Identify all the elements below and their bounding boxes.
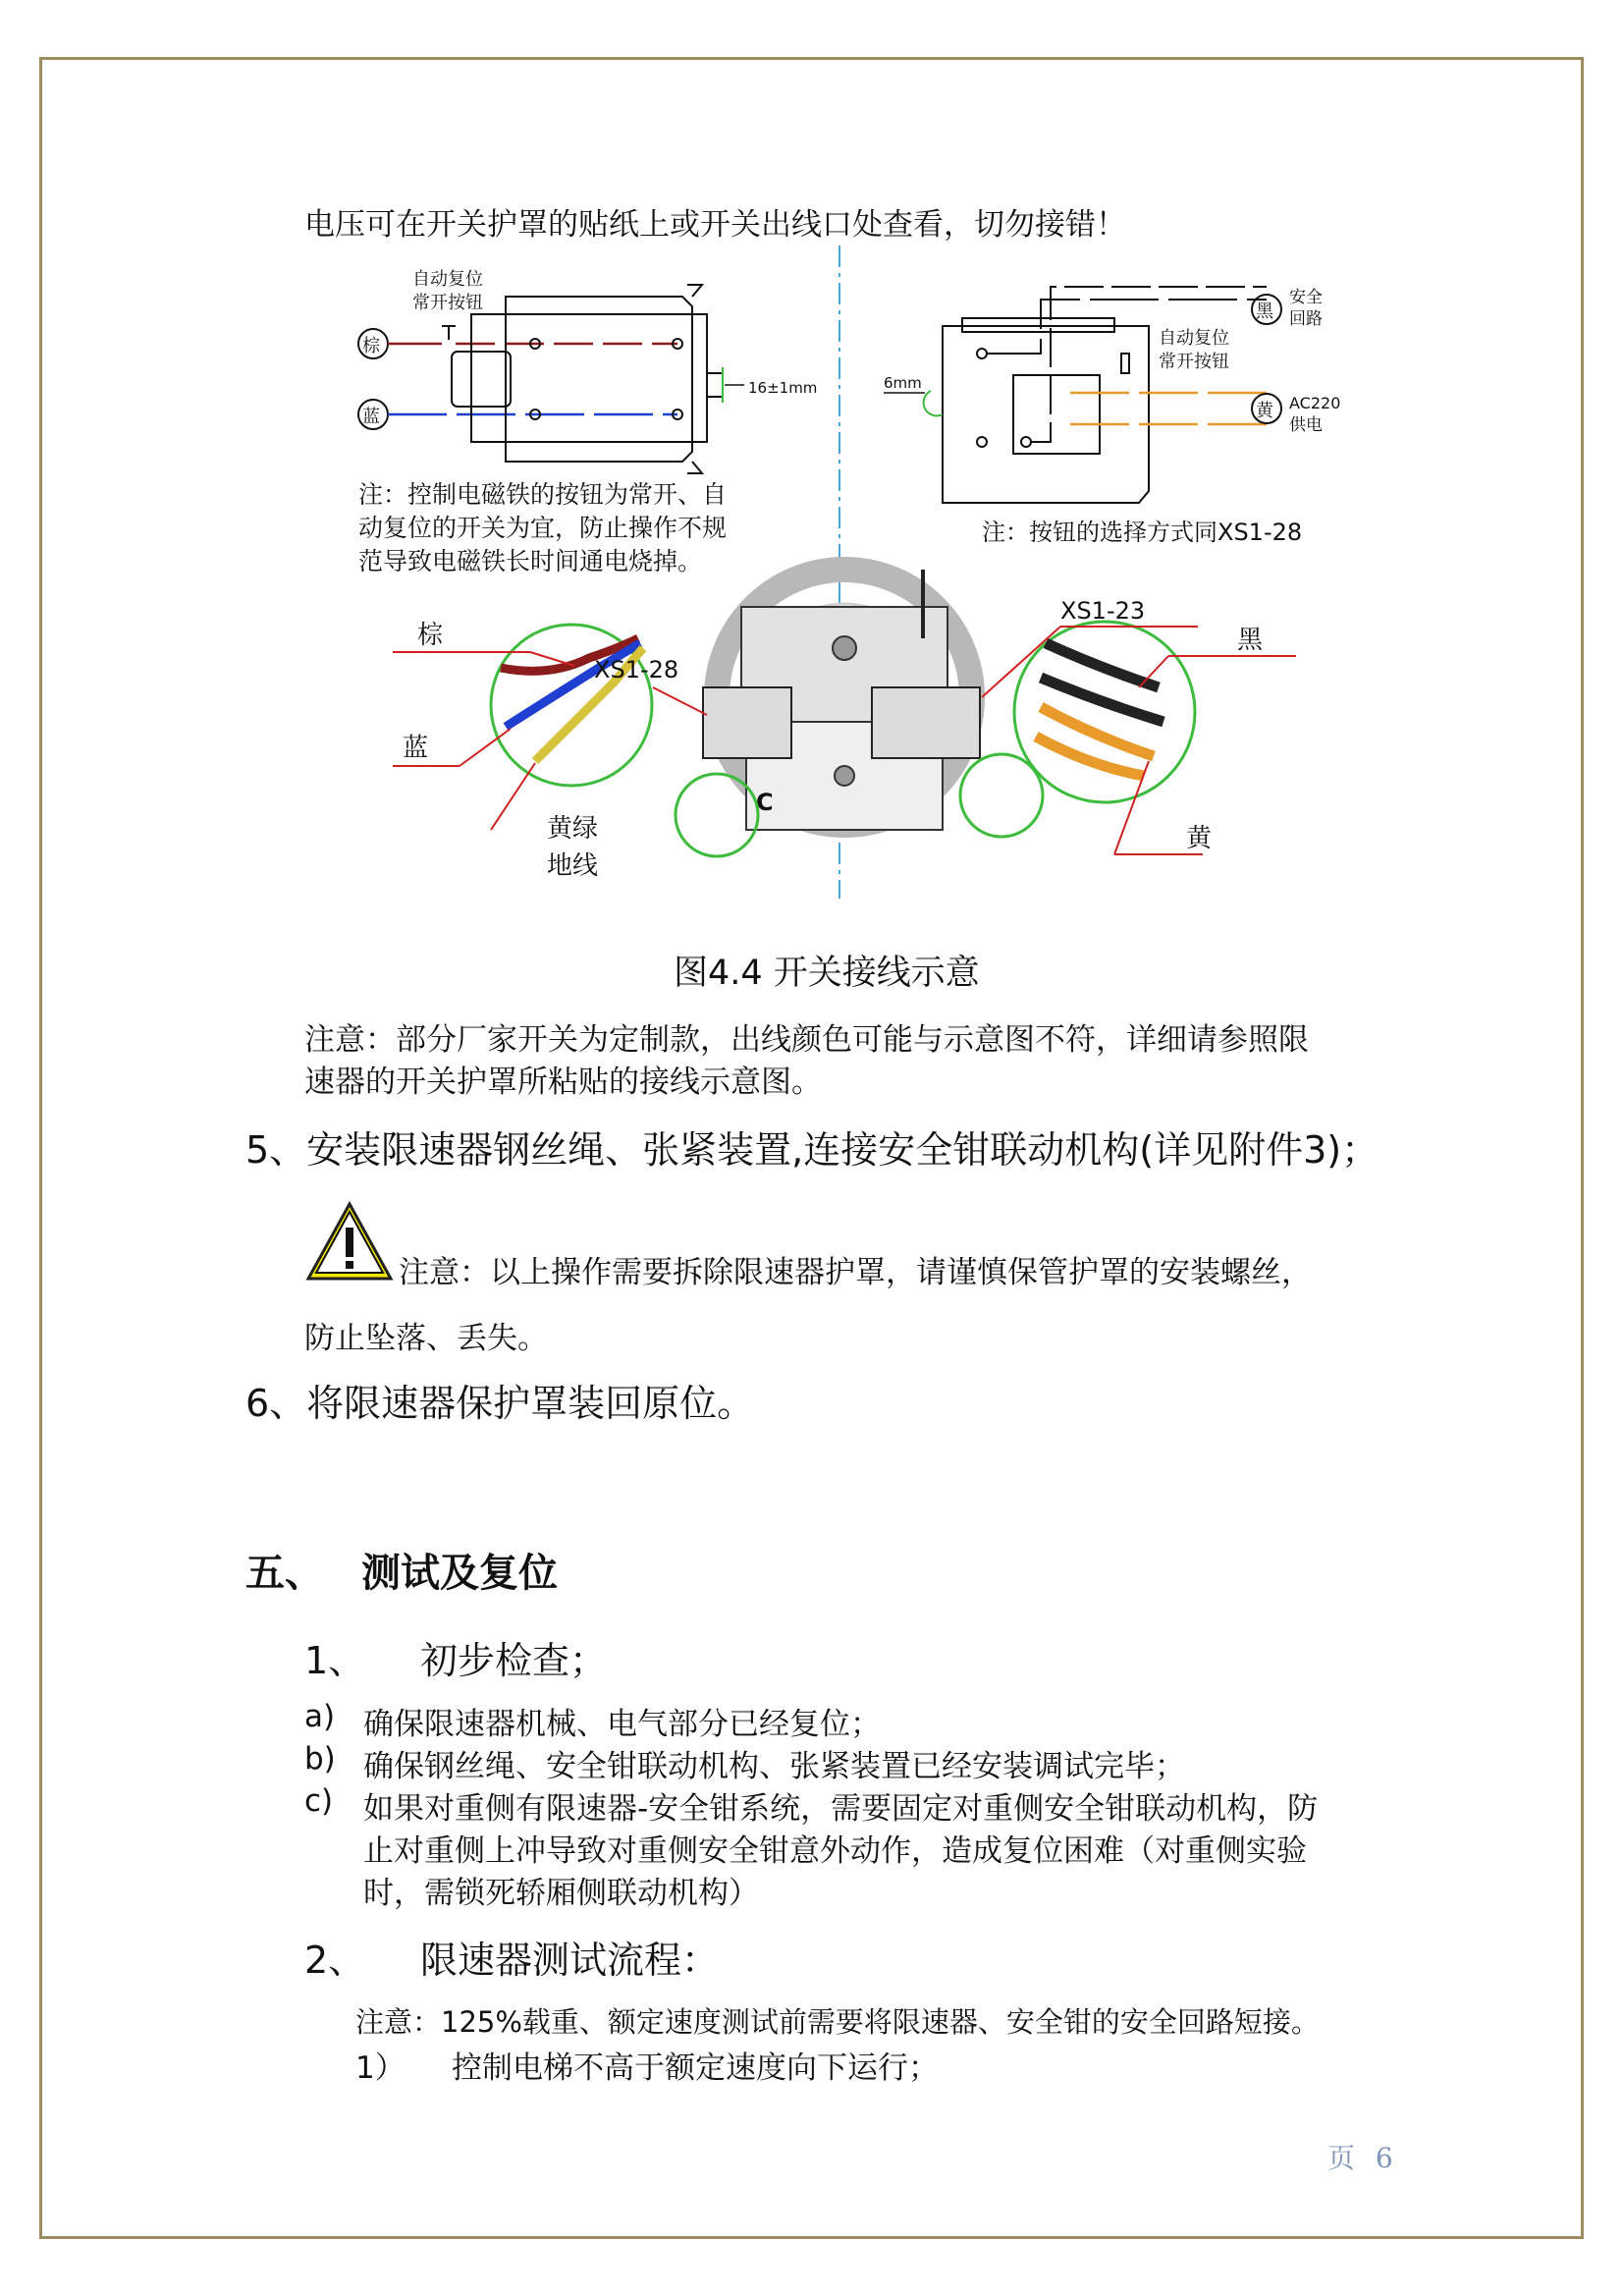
check-item-c-text-line-1: 如果对重侧有限速器-安全钳系统，需要固定对重侧安全钳联动机构，防 — [363, 1791, 1319, 1827]
figure-caption: 图4.4 开关接线示意 — [674, 954, 980, 993]
warning-text-line-1: 注意：以上操作需要拆除限速器护罩，请谨慎保管护罩的安装螺丝， — [399, 1255, 1312, 1290]
right-note: 注：按钮的选择方式同XS1-28 — [982, 519, 1303, 546]
left-button-label-2: 常开按钮 — [412, 293, 483, 313]
test-step-1-number: 1） — [355, 2050, 406, 2086]
step-6: 6、将限速器保护罩装回原位。 — [245, 1382, 755, 1425]
right-wire-yellow-label: 黄 — [1256, 401, 1273, 421]
page-number-value: 6 — [1375, 2142, 1393, 2174]
left-wire-blue-label: 蓝 — [362, 407, 380, 427]
photo-ground-label-2: 地线 — [547, 851, 599, 881]
left-switch-drawing — [358, 269, 817, 473]
section-5-number: 五、 — [245, 1551, 324, 1596]
check-item-a-marker: a) — [304, 1699, 336, 1734]
check-item-b-text: 确保钢丝绳、安全钳联动机构、张紧装置已经安装调试完毕； — [363, 1749, 1185, 1784]
check-item-c-text-line-3: 时，需锁死轿厢侧联动机构） — [363, 1876, 759, 1911]
check-item-a-text: 确保限速器机械、电气部分已经复位； — [363, 1707, 881, 1742]
check-item-c-marker: c) — [304, 1783, 334, 1819]
photo-brown-label: 棕 — [417, 621, 444, 650]
left-wire-brown-label: 棕 — [362, 336, 380, 356]
left-button-label-1: 自动复位 — [412, 269, 483, 290]
check-item-c-text-line-2: 止对重侧上冲导致对重侧安全钳意外动作，造成复位困难（对重侧实验 — [363, 1833, 1307, 1869]
test-step-1-text: 控制电梯不高于额定速度向下运行； — [452, 2050, 939, 2086]
safety-loop-label-1: 安全 — [1289, 288, 1323, 307]
photo-blue-label: 蓝 — [403, 734, 429, 763]
page-number — [1327, 2137, 1393, 2176]
test-note: 注意：125%载重、额定速度测试前需要将限速器、安全钳的安全回路短接。 — [355, 2005, 1320, 2039]
subsection-1-title: 初步检查； — [420, 1639, 608, 1682]
warning-icon — [304, 1200, 395, 1283]
intro-line: 电压可在开关护罩的贴纸上或开关出线口处查看，切勿接错！ — [304, 207, 1126, 243]
photo-yellow-label: 黄 — [1186, 824, 1213, 853]
left-note-line-3: 范导致电磁铁长时间通电烧掉。 — [358, 547, 703, 575]
photo-black-label: 黑 — [1237, 626, 1264, 655]
warning-text-line-2: 防止坠落、丢失。 — [304, 1321, 548, 1356]
photo-xs123-label: XS1-23 — [1060, 597, 1146, 625]
subsection-2-number: 2、 — [304, 1939, 366, 1982]
section-5-title: 测试及复位 — [361, 1551, 558, 1596]
right-dimension-label: 6mm — [884, 374, 922, 392]
photo-c-label: C — [756, 789, 774, 816]
left-note-line-1: 注：控制电磁铁的按钮为常开、自 — [358, 480, 728, 509]
switch-photo-illustration — [703, 570, 980, 830]
left-note-line-2: 动复位的开关为宜，防止操作不规 — [358, 514, 728, 542]
step-5: 5、安装限速器钢丝绳、张紧装置,连接安全钳联动机构(详见附件3)； — [245, 1128, 1380, 1172]
supply-label-1: AC220 — [1289, 394, 1341, 412]
right-button-label-2: 常开按钮 — [1159, 352, 1229, 372]
right-switch-drawing — [884, 287, 1340, 503]
supply-label-2: 供电 — [1289, 415, 1323, 435]
note-custom-line-2: 速器的开关护罩所粘贴的接线示意图。 — [304, 1065, 822, 1100]
right-wire-black-label: 黑 — [1256, 301, 1273, 322]
photo-xs128-label: XS1-28 — [594, 656, 679, 683]
right-button-label-1: 自动复位 — [1159, 328, 1229, 349]
subsection-1-number: 1、 — [304, 1639, 366, 1682]
left-button-symbol — [442, 326, 456, 340]
page-label: 页 — [1327, 2142, 1356, 2174]
safety-loop-label-2: 回路 — [1289, 309, 1323, 329]
left-dimension-label: 16±1mm — [748, 379, 818, 397]
note-custom-line-1: 注意：部分厂家开关为定制款，出线颜色可能与示意图不符，详细请参照限 — [304, 1022, 1309, 1058]
photo-ground-label-1: 黄绿 — [547, 814, 599, 844]
switch-wiring-diagram — [353, 246, 1394, 899]
subsection-2-title: 限速器测试流程： — [420, 1939, 720, 1982]
check-item-b-marker: b) — [304, 1741, 336, 1777]
right-callout — [960, 597, 1296, 854]
